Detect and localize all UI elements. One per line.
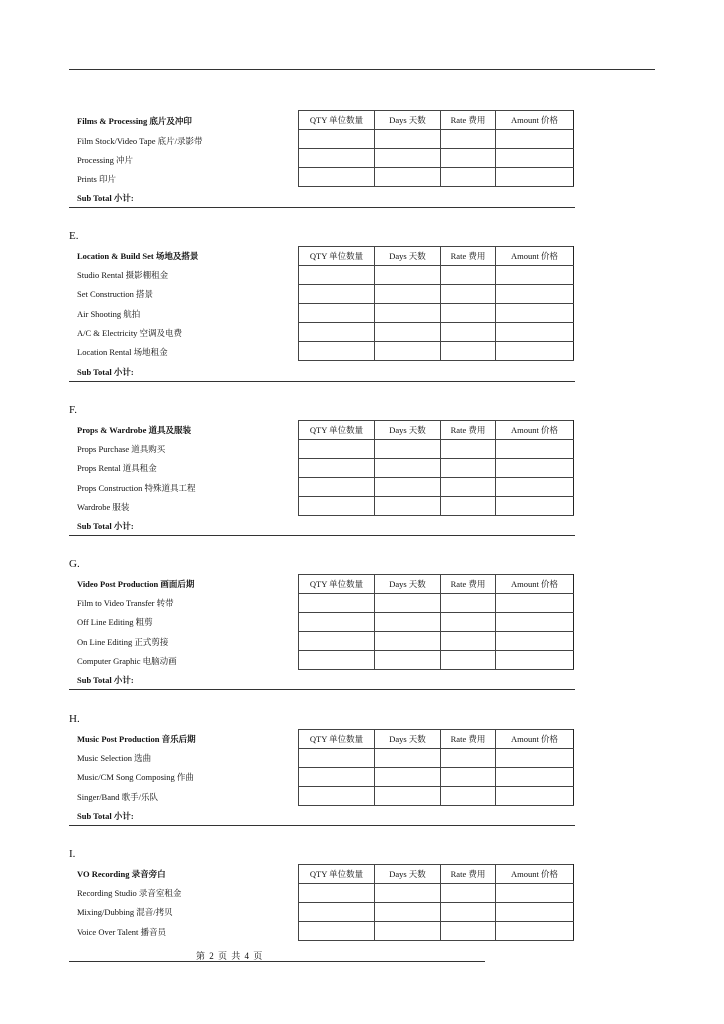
line-item: On Line Editing 正式剪接 [77,637,169,647]
line-item: Props Construction 特殊道具工程 [77,483,196,493]
line-item: Film to Video Transfer 转带 [77,598,174,608]
rate-cell[interactable] [441,149,496,168]
col-amount: Amount 价格 [496,730,574,749]
col-days: Days 天数 [375,575,441,594]
line-item: Music/CM Song Composing 作曲 [77,772,194,782]
col-rate: Rate 费用 [441,421,496,440]
page-number: 第 2 页 共 4 页 [196,951,264,961]
cost-table [298,574,574,670]
subtotal-label: Sub Total 小计: [77,367,134,377]
days-cell[interactable] [375,168,441,187]
section-letter: F. [69,404,77,416]
col-qty: QTY 单位数量 [299,575,375,594]
section-rule [69,207,575,208]
section-title: Location & Build Set 场地及搭景 [77,251,199,261]
rate-cell[interactable] [441,285,496,304]
qty-cell[interactable] [299,285,375,304]
days-cell[interactable] [375,304,441,323]
rate-cell[interactable] [441,459,496,478]
amount-cell[interactable] [496,613,574,632]
footer-rule [69,961,485,962]
qty-cell[interactable] [299,478,375,497]
col-qty: QTY 单位数量 [299,730,375,749]
amount-cell[interactable] [496,323,574,342]
qty-cell[interactable] [299,884,375,903]
amount-cell[interactable] [496,168,574,187]
rate-cell[interactable] [441,440,496,459]
line-item: Prints 印片 [77,174,116,184]
rate-cell[interactable] [441,323,496,342]
line-item: Film Stock/Video Tape 底片/录影带 [77,136,203,146]
qty-cell[interactable] [299,749,375,768]
line-item: Air Shooting 航拍 [77,309,141,319]
amount-cell[interactable] [496,884,574,903]
subtotal-label: Sub Total 小计: [77,521,134,531]
section-rule [69,381,575,382]
amount-cell[interactable] [496,651,574,670]
line-item: Voice Over Talent 播音员 [77,927,167,937]
col-rate: Rate 费用 [441,730,496,749]
col-qty: QTY 单位数量 [299,247,375,266]
rate-cell[interactable] [441,613,496,632]
col-amount: Amount 价格 [496,247,574,266]
rate-cell[interactable] [441,168,496,187]
section-letter: E. [69,230,79,242]
amount-cell[interactable] [496,768,574,787]
line-item: Location Rental 场地租金 [77,347,168,357]
line-item: Music Selection 选曲 [77,753,152,763]
section-rule [69,689,575,690]
amount-cell[interactable] [496,903,574,922]
top-rule [69,69,655,70]
line-item: Props Purchase 道具购买 [77,444,166,454]
amount-cell[interactable] [496,594,574,613]
col-days: Days 天数 [375,421,441,440]
qty-cell[interactable] [299,632,375,651]
qty-cell[interactable] [299,342,375,361]
col-rate: Rate 费用 [441,111,496,130]
section-letter: I. [69,848,76,860]
amount-cell[interactable] [496,787,574,806]
qty-cell[interactable] [299,594,375,613]
section-title: VO Recording 录音旁白 [77,869,166,879]
days-cell[interactable] [375,884,441,903]
col-rate: Rate 费用 [441,865,496,884]
section-letter: H. [69,713,80,725]
amount-cell[interactable] [496,285,574,304]
col-days: Days 天数 [375,111,441,130]
section-rule [69,825,575,826]
col-days: Days 天数 [375,865,441,884]
line-item: Singer/Band 歌手/乐队 [77,792,158,802]
amount-cell[interactable] [496,632,574,651]
subtotal-label: Sub Total 小计: [77,193,134,203]
qty-cell[interactable] [299,787,375,806]
days-cell[interactable] [375,342,441,361]
days-cell[interactable] [375,266,441,285]
days-cell[interactable] [375,459,441,478]
days-cell[interactable] [375,768,441,787]
days-cell[interactable] [375,285,441,304]
rate-cell[interactable] [441,884,496,903]
rate-cell[interactable] [441,266,496,285]
line-item: Wardrobe 服装 [77,502,130,512]
amount-cell[interactable] [496,497,574,516]
days-cell[interactable] [375,903,441,922]
line-item: Studio Rental 摄影棚租金 [77,270,169,280]
col-amount: Amount 价格 [496,111,574,130]
rate-cell[interactable] [441,903,496,922]
cost-table [298,110,574,187]
rate-cell[interactable] [441,130,496,149]
rate-cell[interactable] [441,497,496,516]
amount-cell[interactable] [496,342,574,361]
days-cell[interactable] [375,749,441,768]
col-amount: Amount 价格 [496,421,574,440]
subtotal-label: Sub Total 小计: [77,811,134,821]
amount-cell[interactable] [496,266,574,285]
qty-cell[interactable] [299,304,375,323]
cost-table [298,864,574,941]
amount-cell[interactable] [496,749,574,768]
days-cell[interactable] [375,440,441,459]
qty-cell[interactable] [299,168,375,187]
qty-cell[interactable] [299,922,375,941]
qty-cell[interactable] [299,903,375,922]
qty-cell[interactable] [299,459,375,478]
col-amount: Amount 价格 [496,575,574,594]
section-letter: G. [69,558,80,570]
line-item: A/C & Electricity 空调及电费 [77,328,183,338]
rate-cell[interactable] [441,632,496,651]
amount-cell[interactable] [496,149,574,168]
line-item: Processing 冲片 [77,155,133,165]
section-title: Props & Wardrobe 道具及服装 [77,425,192,435]
amount-cell[interactable] [496,478,574,497]
rate-cell[interactable] [441,922,496,941]
amount-cell[interactable] [496,440,574,459]
days-cell[interactable] [375,651,441,670]
days-cell[interactable] [375,613,441,632]
days-cell[interactable] [375,149,441,168]
col-qty: QTY 单位数量 [299,865,375,884]
col-rate: Rate 费用 [441,575,496,594]
rate-cell[interactable] [441,594,496,613]
rate-cell[interactable] [441,304,496,323]
qty-cell[interactable] [299,613,375,632]
rate-cell[interactable] [441,478,496,497]
days-cell[interactable] [375,497,441,516]
section-title: Films & Processing 底片及冲印 [77,116,192,126]
rate-cell[interactable] [441,749,496,768]
qty-cell[interactable] [299,323,375,342]
days-cell[interactable] [375,922,441,941]
qty-cell[interactable] [299,497,375,516]
days-cell[interactable] [375,130,441,149]
amount-cell[interactable] [496,130,574,149]
cost-table [298,246,574,361]
cost-table [298,420,574,516]
cost-table [298,729,574,806]
days-cell[interactable] [375,787,441,806]
line-item: Props Rental 道具租金 [77,463,157,473]
qty-cell[interactable] [299,768,375,787]
amount-cell[interactable] [496,922,574,941]
line-item: Mixing/Dubbing 混音/拷贝 [77,907,173,917]
rate-cell[interactable] [441,342,496,361]
amount-cell[interactable] [496,304,574,323]
col-qty: QTY 单位数量 [299,421,375,440]
qty-cell[interactable] [299,651,375,670]
days-cell[interactable] [375,594,441,613]
amount-cell[interactable] [496,459,574,478]
rate-cell[interactable] [441,768,496,787]
line-item: Off Line Editing 粗剪 [77,617,153,627]
rate-cell[interactable] [441,787,496,806]
qty-cell[interactable] [299,440,375,459]
days-cell[interactable] [375,323,441,342]
qty-cell[interactable] [299,130,375,149]
section-rule [69,535,575,536]
col-days: Days 天数 [375,247,441,266]
col-qty: QTY 单位数量 [299,111,375,130]
qty-cell[interactable] [299,149,375,168]
qty-cell[interactable] [299,266,375,285]
rate-cell[interactable] [441,651,496,670]
subtotal-label: Sub Total 小计: [77,675,134,685]
days-cell[interactable] [375,478,441,497]
line-item: Recording Studio 录音室租金 [77,888,182,898]
col-rate: Rate 费用 [441,247,496,266]
col-days: Days 天数 [375,730,441,749]
col-amount: Amount 价格 [496,865,574,884]
days-cell[interactable] [375,632,441,651]
section-title: Video Post Production 画面后期 [77,579,195,589]
line-item: Computer Graphic 电脑动画 [77,656,177,666]
line-item: Set Construction 搭景 [77,289,154,299]
section-title: Music Post Production 音乐后期 [77,734,196,744]
